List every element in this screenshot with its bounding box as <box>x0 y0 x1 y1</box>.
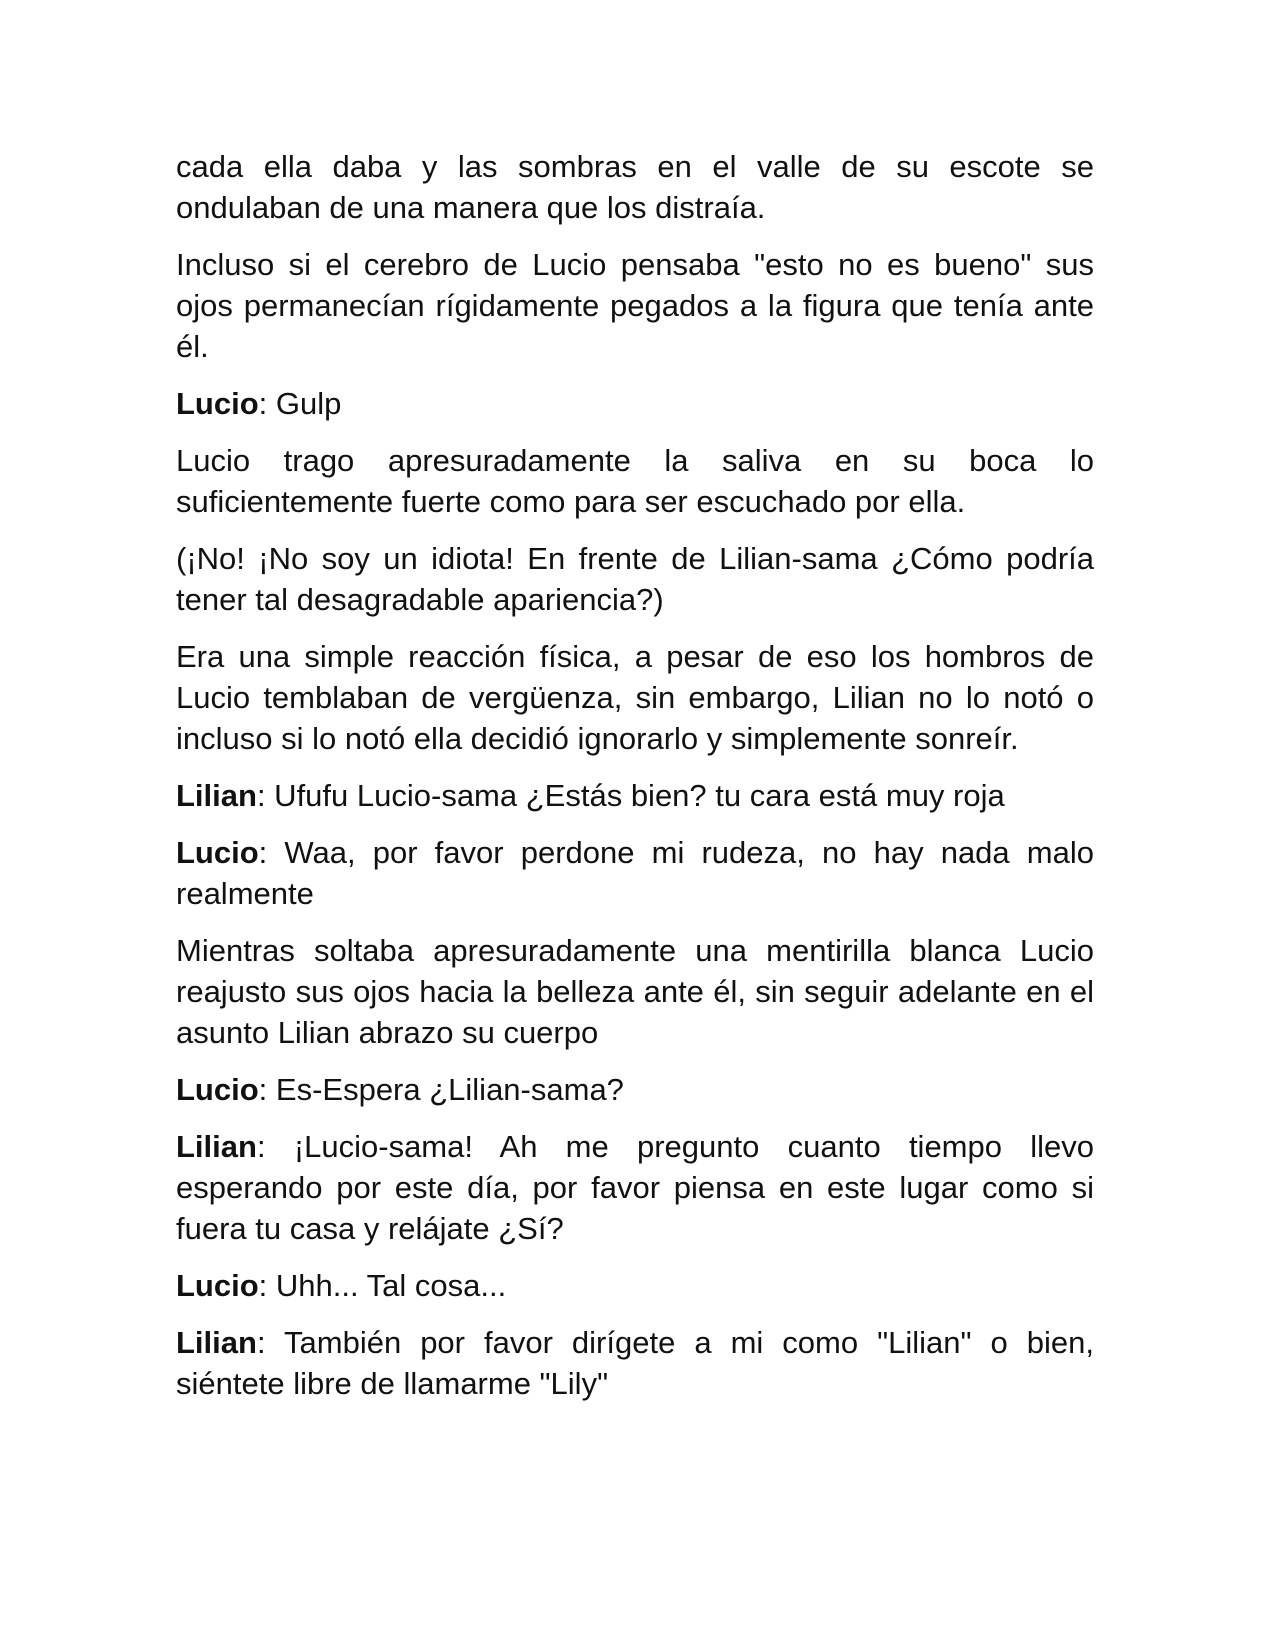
dialogue-line <box>176 1265 1094 1306</box>
dialogue-text: : Uhh... Tal cosa... <box>258 1268 507 1303</box>
dialogue-text: : Waa, por favor perdone mi rudeza, no hay nada malo realmente <box>176 835 1094 911</box>
speaker-name: Lilian <box>176 778 257 813</box>
paragraph <box>176 440 1094 522</box>
paragraph-text: Era una simple reacción física, a pesar de eso los hombros de Lucio temblaban de vergüenza, sin embargo, Lilian no lo notó o incluso si lo notó ella decidió ignorarlo y simplemente sonreír. <box>176 639 1094 756</box>
dialogue-line <box>176 1126 1094 1249</box>
dialogue-line <box>176 832 1094 914</box>
speaker-name: Lucio <box>176 1268 259 1303</box>
paragraph <box>176 636 1094 759</box>
paragraph-text: Mientras soltaba apresuradamente una mentirilla blanca Lucio reajusto sus ojos hacia la belleza ante él, sin seguir adelante en el asunto Lilian abrazo su cuerpo <box>176 933 1094 1050</box>
paragraph-text: Lucio trago apresuradamente la saliva en su boca lo suficientemente fuerte como para ser escuchado por ella. <box>176 443 1094 519</box>
paragraph <box>176 538 1094 620</box>
dialogue-text: : Es-Espera ¿Lilian-sama? <box>258 1072 624 1107</box>
document-body <box>176 146 1094 1420</box>
speaker-name: Lucio <box>176 386 259 421</box>
dialogue-text: : Ufufu Lucio-sama ¿Estás bien? tu cara está muy roja <box>256 778 1005 813</box>
dialogue-line <box>176 1069 1094 1110</box>
dialogue-line <box>176 383 1094 424</box>
paragraph <box>176 146 1094 228</box>
paragraph-text: Incluso si el cerebro de Lucio pensaba "esto no es bueno" sus ojos permanecían rígidamente pegados a la figura que tenía ante él. <box>176 247 1094 364</box>
speaker-name: Lucio <box>176 1072 259 1107</box>
speaker-name: Lilian <box>176 1325 257 1360</box>
speaker-name: Lilian <box>176 1129 257 1164</box>
dialogue-text: : También por favor dirígete a mi como "Lilian" o bien, siéntete libre de llamarme "Lily" <box>176 1325 1094 1401</box>
dialogue-text: : Gulp <box>258 386 342 421</box>
paragraph-text: cada ella daba y las sombras en el valle de su escote se ondulaban de una manera que los distraía. <box>176 149 1094 225</box>
paragraph <box>176 930 1094 1053</box>
dialogue-text: : ¡Lucio-sama! Ah me pregunto cuanto tiempo llevo esperando por este día, por favor piensa en este lugar como si fuera tu casa y relájate ¿Sí? <box>176 1129 1094 1246</box>
paragraph <box>176 244 1094 367</box>
dialogue-line <box>176 1322 1094 1404</box>
dialogue-line <box>176 775 1094 816</box>
paragraph-text: (¡No! ¡No soy un idiota! En frente de Lilian-sama ¿Cómo podría tener tal desagradable apariencia?) <box>176 541 1094 617</box>
speaker-name: Lucio <box>176 835 259 870</box>
